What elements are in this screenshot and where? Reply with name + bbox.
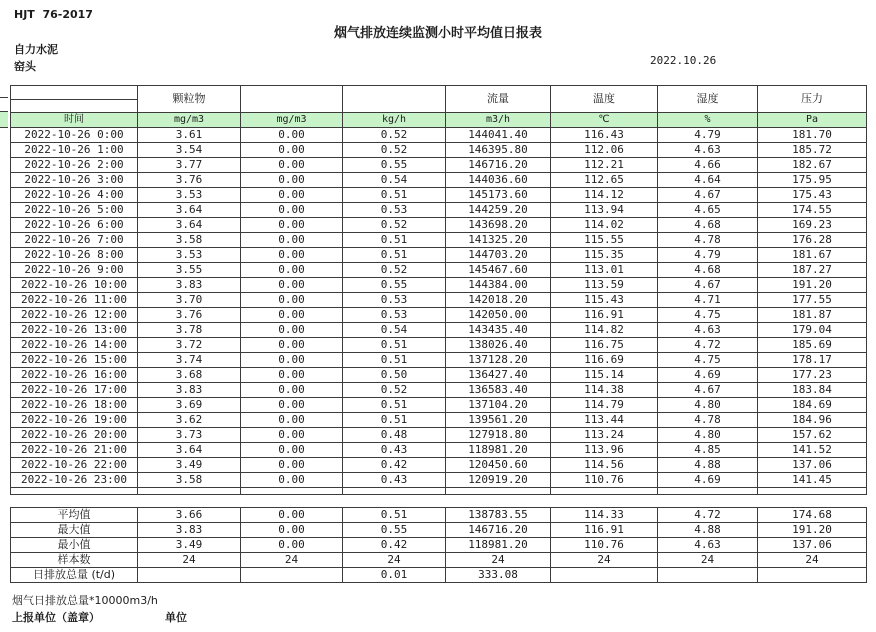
summary-value-cell: 138783.55: [446, 508, 551, 523]
value-cell: 3.68: [138, 368, 241, 383]
table-head: [11, 86, 867, 128]
value-cell: 0.48: [343, 428, 446, 443]
table-row: [11, 143, 867, 158]
value-cell: 139561.20: [446, 413, 551, 428]
value-cell: 0.00: [241, 398, 343, 413]
summary-row: [11, 523, 867, 538]
value-cell: 116.91: [551, 308, 658, 323]
time-cell: 2022-10-26 9:00: [11, 263, 138, 278]
value-cell: 179.04: [758, 323, 867, 338]
summary-value-cell: 0.01: [343, 568, 446, 583]
summary-value-cell: [758, 568, 867, 583]
summary-value-cell: 3.66: [138, 508, 241, 523]
time-cell: 2022-10-26 4:00: [11, 188, 138, 203]
table-row: [11, 158, 867, 173]
value-cell: 4.68: [658, 263, 758, 278]
value-cell: 141.45: [758, 473, 867, 488]
unit-particulate-mgm3: mg/m3: [138, 113, 241, 128]
value-cell: 113.96: [551, 443, 658, 458]
value-cell: 0.00: [241, 158, 343, 173]
summary-value-cell: 24: [658, 553, 758, 568]
value-cell: 3.62: [138, 413, 241, 428]
value-cell: 115.14: [551, 368, 658, 383]
table-row: [11, 398, 867, 413]
spacer-row-plain: [11, 495, 867, 508]
value-cell: 0.42: [343, 458, 446, 473]
value-cell: 137128.20: [446, 353, 551, 368]
left-edge-cell-fragment: [0, 97, 8, 112]
left-edge-green-fragment: [0, 111, 8, 128]
time-header: 时间: [11, 113, 138, 128]
value-cell: 127918.80: [446, 428, 551, 443]
summary-value-cell: 24: [138, 553, 241, 568]
table-row: [11, 128, 867, 143]
value-cell: 116.75: [551, 338, 658, 353]
value-cell: 114.38: [551, 383, 658, 398]
value-cell: 0.52: [343, 218, 446, 233]
value-cell: 0.00: [241, 368, 343, 383]
report-date: 2022.10.26: [650, 54, 717, 67]
value-cell: 0.53: [343, 293, 446, 308]
value-cell: 181.70: [758, 128, 867, 143]
summary-label-cell: 最大值: [11, 523, 138, 538]
value-cell: 137104.20: [446, 398, 551, 413]
summary-value-cell: 4.88: [658, 523, 758, 538]
table-row: [11, 473, 867, 488]
summary-value-cell: 0.00: [241, 538, 343, 553]
time-cell: 2022-10-26 3:00: [11, 173, 138, 188]
value-cell: 0.53: [343, 203, 446, 218]
value-cell: 144384.00: [446, 278, 551, 293]
value-cell: 3.76: [138, 308, 241, 323]
table-row: [11, 368, 867, 383]
time-cell: 2022-10-26 8:00: [11, 248, 138, 263]
time-cell: 2022-10-26 2:00: [11, 158, 138, 173]
value-cell: 3.69: [138, 398, 241, 413]
value-cell: 0.51: [343, 233, 446, 248]
value-cell: 113.94: [551, 203, 658, 218]
summary-value-cell: 118981.20: [446, 538, 551, 553]
col-header-humidity: 湿度: [658, 86, 758, 113]
value-cell: 0.52: [343, 383, 446, 398]
value-cell: 177.23: [758, 368, 867, 383]
value-cell: 3.54: [138, 143, 241, 158]
value-cell: 0.00: [241, 143, 343, 158]
col-header-pressure: 压力: [758, 86, 867, 113]
value-cell: 175.95: [758, 173, 867, 188]
value-cell: 3.64: [138, 443, 241, 458]
value-cell: 136427.40: [446, 368, 551, 383]
value-cell: 0.51: [343, 353, 446, 368]
value-cell: 0.00: [241, 293, 343, 308]
value-cell: 3.78: [138, 323, 241, 338]
table-row: [11, 338, 867, 353]
summary-row: [11, 538, 867, 553]
value-cell: 112.06: [551, 143, 658, 158]
time-cell: 2022-10-26 11:00: [11, 293, 138, 308]
value-cell: 142050.00: [446, 308, 551, 323]
time-header-top-blank: [11, 86, 138, 100]
summary-value-cell: 191.20: [758, 523, 867, 538]
summary-value-cell: 4.72: [658, 508, 758, 523]
value-cell: 0.00: [241, 308, 343, 323]
value-cell: 144703.20: [446, 248, 551, 263]
table-row: [11, 248, 867, 263]
value-cell: 115.55: [551, 233, 658, 248]
value-cell: 0.00: [241, 458, 343, 473]
time-cell: 2022-10-26 15:00: [11, 353, 138, 368]
value-cell: 4.64: [658, 173, 758, 188]
value-cell: 0.00: [241, 428, 343, 443]
value-cell: 136583.40: [446, 383, 551, 398]
value-cell: 0.43: [343, 443, 446, 458]
unit-kgh: kg/h: [343, 113, 446, 128]
value-cell: 3.58: [138, 233, 241, 248]
value-cell: 0.00: [241, 323, 343, 338]
time-cell: 2022-10-26 12:00: [11, 308, 138, 323]
value-cell: 175.43: [758, 188, 867, 203]
value-cell: 113.01: [551, 263, 658, 278]
value-cell: 118981.20: [446, 443, 551, 458]
table-row: [11, 323, 867, 338]
value-cell: 144036.60: [446, 173, 551, 188]
value-cell: 114.12: [551, 188, 658, 203]
table-row: [11, 383, 867, 398]
unit-mgm3: mg/m3: [241, 113, 343, 128]
value-cell: 183.84: [758, 383, 867, 398]
value-cell: 3.64: [138, 203, 241, 218]
table-row: [11, 278, 867, 293]
summary-row: [11, 508, 867, 523]
summary-value-cell: 116.91: [551, 523, 658, 538]
value-cell: 115.35: [551, 248, 658, 263]
col-header-particulate: 颗粒物: [138, 86, 241, 113]
value-cell: 4.69: [658, 473, 758, 488]
unit-pa: Pa: [758, 113, 867, 128]
value-cell: 0.51: [343, 398, 446, 413]
value-cell: 0.00: [241, 128, 343, 143]
value-cell: 4.79: [658, 128, 758, 143]
data-rows: [11, 128, 867, 488]
value-cell: 169.23: [758, 218, 867, 233]
summary-value-cell: 114.33: [551, 508, 658, 523]
table-row: [11, 308, 867, 323]
pollutant-header-row: [11, 86, 867, 100]
value-cell: 0.00: [241, 383, 343, 398]
value-cell: 3.61: [138, 128, 241, 143]
value-cell: 141325.20: [446, 233, 551, 248]
time-cell: 2022-10-26 22:00: [11, 458, 138, 473]
col-header-blank-1: [241, 86, 343, 113]
unit-label: 单位: [165, 611, 187, 624]
table-row: [11, 353, 867, 368]
value-cell: 4.66: [658, 158, 758, 173]
summary-value-cell: 137.06: [758, 538, 867, 553]
summary-value-cell: 0.00: [241, 508, 343, 523]
value-cell: 0.00: [241, 443, 343, 458]
value-cell: 4.78: [658, 233, 758, 248]
value-cell: 120919.20: [446, 473, 551, 488]
value-cell: 142018.20: [446, 293, 551, 308]
value-cell: 146395.80: [446, 143, 551, 158]
summary-value-cell: 146716.20: [446, 523, 551, 538]
value-cell: 3.70: [138, 293, 241, 308]
value-cell: 145467.60: [446, 263, 551, 278]
time-header-bottom-blank: [11, 99, 138, 113]
value-cell: 0.53: [343, 308, 446, 323]
time-cell: 2022-10-26 19:00: [11, 413, 138, 428]
unit-m3h: m3/h: [446, 113, 551, 128]
summary-value-cell: 174.68: [758, 508, 867, 523]
table-row: [11, 263, 867, 278]
time-cell: 2022-10-26 13:00: [11, 323, 138, 338]
time-cell: 2022-10-26 16:00: [11, 368, 138, 383]
value-cell: 0.54: [343, 323, 446, 338]
summary-value-cell: 0.42: [343, 538, 446, 553]
value-cell: 4.80: [658, 428, 758, 443]
value-cell: 0.51: [343, 413, 446, 428]
unit-percent: %: [658, 113, 758, 128]
value-cell: 113.24: [551, 428, 658, 443]
table-row: [11, 218, 867, 233]
value-cell: 4.75: [658, 308, 758, 323]
value-cell: 4.67: [658, 278, 758, 293]
value-cell: 0.00: [241, 413, 343, 428]
value-cell: 120450.60: [446, 458, 551, 473]
value-cell: 185.72: [758, 143, 867, 158]
value-cell: 157.62: [758, 428, 867, 443]
time-cell: 2022-10-26 18:00: [11, 398, 138, 413]
table-row: [11, 203, 867, 218]
summary-value-cell: 0.51: [343, 508, 446, 523]
value-cell: 0.51: [343, 188, 446, 203]
summary-row: [11, 568, 867, 583]
value-cell: 113.44: [551, 413, 658, 428]
value-cell: 114.79: [551, 398, 658, 413]
value-cell: 0.00: [241, 173, 343, 188]
value-cell: 0.55: [343, 158, 446, 173]
footer-note: 烟气日排放总量*10000m3/h: [12, 594, 158, 607]
summary-value-cell: 0.55: [343, 523, 446, 538]
value-cell: 112.65: [551, 173, 658, 188]
spacer-rows: [11, 488, 867, 508]
value-cell: 141.52: [758, 443, 867, 458]
summary-value-cell: 24: [446, 553, 551, 568]
value-cell: 4.79: [658, 248, 758, 263]
value-cell: 114.56: [551, 458, 658, 473]
time-cell: 2022-10-26 0:00: [11, 128, 138, 143]
time-cell: 2022-10-26 14:00: [11, 338, 138, 353]
summary-label-cell: 日排放总量 (t/d): [11, 568, 138, 583]
summary-value-cell: 110.76: [551, 538, 658, 553]
col-header-flow: 流量: [446, 86, 551, 113]
time-cell: 2022-10-26 6:00: [11, 218, 138, 233]
value-cell: 138026.40: [446, 338, 551, 353]
value-cell: 177.55: [758, 293, 867, 308]
value-cell: 191.20: [758, 278, 867, 293]
table-row: [11, 428, 867, 443]
value-cell: 4.65: [658, 203, 758, 218]
time-cell: 2022-10-26 21:00: [11, 443, 138, 458]
summary-value-cell: [551, 568, 658, 583]
summary-value-cell: 3.49: [138, 538, 241, 553]
value-cell: 0.00: [241, 203, 343, 218]
value-cell: 3.76: [138, 173, 241, 188]
value-cell: 0.00: [241, 338, 343, 353]
table-row: [11, 173, 867, 188]
value-cell: 0.00: [241, 278, 343, 293]
time-cell: 2022-10-26 1:00: [11, 143, 138, 158]
unit-celsius: ℃: [551, 113, 658, 128]
value-cell: 4.85: [658, 443, 758, 458]
value-cell: 4.67: [658, 188, 758, 203]
value-cell: 114.82: [551, 323, 658, 338]
report-unit-label: 上报单位（盖章）: [12, 611, 100, 624]
time-cell: 2022-10-26 20:00: [11, 428, 138, 443]
summary-label-cell: 平均值: [11, 508, 138, 523]
spacer-row-grid: [11, 488, 867, 495]
value-cell: 3.77: [138, 158, 241, 173]
value-cell: 143435.40: [446, 323, 551, 338]
value-cell: 4.78: [658, 413, 758, 428]
table-row: [11, 443, 867, 458]
summary-value-cell: 24: [758, 553, 867, 568]
standard-code: HJT 76-2017: [14, 8, 93, 21]
table-row: [11, 413, 867, 428]
summary-value-cell: 24: [241, 553, 343, 568]
value-cell: 116.43: [551, 128, 658, 143]
value-cell: 4.63: [658, 143, 758, 158]
summary-value-cell: 24: [551, 553, 658, 568]
value-cell: 4.71: [658, 293, 758, 308]
value-cell: 0.00: [241, 248, 343, 263]
value-cell: 144259.20: [446, 203, 551, 218]
value-cell: 0.51: [343, 248, 446, 263]
summary-value-cell: 0.00: [241, 523, 343, 538]
value-cell: 182.67: [758, 158, 867, 173]
value-cell: 185.69: [758, 338, 867, 353]
table-row: [11, 233, 867, 248]
value-cell: 0.55: [343, 278, 446, 293]
summary-label-cell: 最小值: [11, 538, 138, 553]
col-header-blank-2: [343, 86, 446, 113]
value-cell: 3.53: [138, 248, 241, 263]
value-cell: 115.43: [551, 293, 658, 308]
value-cell: 0.52: [343, 263, 446, 278]
value-cell: 146716.20: [446, 158, 551, 173]
value-cell: 3.55: [138, 263, 241, 278]
value-cell: 174.55: [758, 203, 867, 218]
value-cell: 4.69: [658, 368, 758, 383]
value-cell: 137.06: [758, 458, 867, 473]
value-cell: 181.87: [758, 308, 867, 323]
value-cell: 0.00: [241, 353, 343, 368]
value-cell: 181.67: [758, 248, 867, 263]
value-cell: 145173.60: [446, 188, 551, 203]
value-cell: 4.88: [658, 458, 758, 473]
summary-label-cell: 样本数: [11, 553, 138, 568]
summary-row: [11, 553, 867, 568]
col-header-temperature: 温度: [551, 86, 658, 113]
table-row: [11, 458, 867, 473]
value-cell: 114.02: [551, 218, 658, 233]
summary-value-cell: [138, 568, 241, 583]
value-cell: 3.83: [138, 383, 241, 398]
value-cell: 112.21: [551, 158, 658, 173]
monitoring-point: 窑头: [14, 60, 36, 73]
value-cell: 0.00: [241, 263, 343, 278]
value-cell: 0.54: [343, 173, 446, 188]
value-cell: 4.72: [658, 338, 758, 353]
value-cell: 3.64: [138, 218, 241, 233]
summary-value-cell: [658, 568, 758, 583]
value-cell: 0.43: [343, 473, 446, 488]
value-cell: 0.52: [343, 128, 446, 143]
report-title: 烟气排放连续监测小时平均值日报表: [333, 26, 542, 41]
value-cell: 0.00: [241, 188, 343, 203]
value-cell: 3.72: [138, 338, 241, 353]
value-cell: 3.58: [138, 473, 241, 488]
time-cell: 2022-10-26 7:00: [11, 233, 138, 248]
value-cell: 184.96: [758, 413, 867, 428]
summary-value-cell: 3.83: [138, 523, 241, 538]
value-cell: 187.27: [758, 263, 867, 278]
summary-value-cell: 24: [343, 553, 446, 568]
value-cell: 0.51: [343, 338, 446, 353]
summary-value-cell: 333.08: [446, 568, 551, 583]
value-cell: 113.59: [551, 278, 658, 293]
value-cell: 3.53: [138, 188, 241, 203]
value-cell: 143698.20: [446, 218, 551, 233]
summary-value-cell: [241, 568, 343, 583]
value-cell: 3.73: [138, 428, 241, 443]
value-cell: 4.67: [658, 383, 758, 398]
value-cell: 144041.40: [446, 128, 551, 143]
value-cell: 4.68: [658, 218, 758, 233]
value-cell: 178.17: [758, 353, 867, 368]
time-cell: 2022-10-26 23:00: [11, 473, 138, 488]
summary-value-cell: 4.63: [658, 538, 758, 553]
summary-rows: [11, 508, 867, 583]
value-cell: 110.76: [551, 473, 658, 488]
value-cell: 4.63: [658, 323, 758, 338]
table-row: [11, 188, 867, 203]
table-row: [11, 293, 867, 308]
time-cell: 2022-10-26 17:00: [11, 383, 138, 398]
time-cell: 2022-10-26 10:00: [11, 278, 138, 293]
value-cell: 0.00: [241, 218, 343, 233]
time-cell: 2022-10-26 5:00: [11, 203, 138, 218]
value-cell: 0.52: [343, 143, 446, 158]
units-row: [11, 113, 867, 128]
value-cell: 3.83: [138, 278, 241, 293]
report-table: [10, 85, 867, 583]
value-cell: 0.50: [343, 368, 446, 383]
company-name: 自力水泥: [14, 43, 58, 56]
value-cell: 184.69: [758, 398, 867, 413]
value-cell: 3.74: [138, 353, 241, 368]
value-cell: 3.49: [138, 458, 241, 473]
value-cell: 4.80: [658, 398, 758, 413]
value-cell: 0.00: [241, 233, 343, 248]
value-cell: 176.28: [758, 233, 867, 248]
value-cell: 116.69: [551, 353, 658, 368]
value-cell: 0.00: [241, 473, 343, 488]
value-cell: 4.75: [658, 353, 758, 368]
